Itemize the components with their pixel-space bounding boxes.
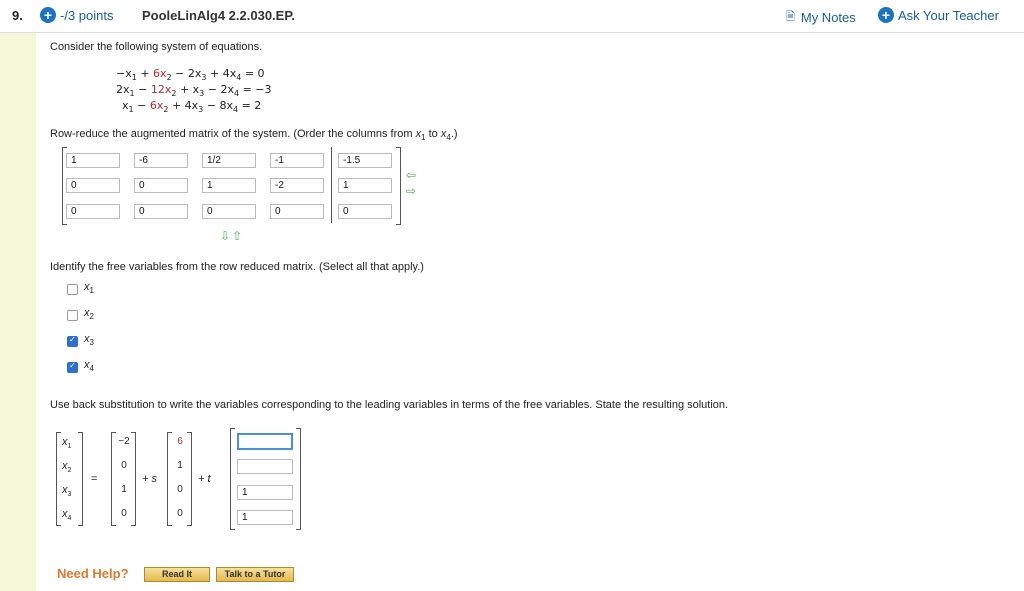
answer-input[interactable]: 1 xyxy=(237,485,293,500)
need-help-label: Need Help? xyxy=(57,566,129,581)
option-label: $x_1$ xyxy=(84,281,94,296)
s-vector-entry: 0 xyxy=(121,460,127,471)
ask-teacher-link[interactable] xyxy=(878,7,999,23)
question-body xyxy=(36,33,1024,591)
matrix-cell[interactable]: -1.5 xyxy=(338,153,392,168)
back-substitution-prompt: Use back substitution to write the variables corresponding to the leading variables in terms of the free variables. State the resulting solution. xyxy=(50,399,729,411)
checkbox-x1[interactable] xyxy=(67,284,78,295)
s-vector-entry: 1 xyxy=(121,484,127,495)
matrix-cell[interactable]: 1 xyxy=(338,178,392,193)
free-variables-prompt: Identify the free variables from the row reduced matrix. (Select all that apply.) xyxy=(50,261,424,273)
option-label: $x_4$ xyxy=(84,359,94,374)
vector-bracket xyxy=(230,428,235,530)
points-indicator[interactable] xyxy=(40,7,113,23)
prompt-text: Consider the following system of equations. xyxy=(50,41,263,53)
question-header xyxy=(0,0,1024,33)
notes-icon: 🗎 xyxy=(786,11,795,23)
checkbox-x2[interactable] xyxy=(67,310,78,321)
augment-divider xyxy=(331,147,332,223)
equals-sign: = xyxy=(91,473,98,485)
plus-s-label: + s xyxy=(142,473,157,485)
add-column-arrow-icon[interactable]: ⇨ xyxy=(406,184,417,198)
rowreduce-instructions: Row-reduce the augmented matrix of the system. (Order the columns from $x_1$ to $x_4$.) xyxy=(50,128,458,143)
matrix-cell[interactable]: 0 xyxy=(270,204,324,219)
t-vector-entry: 0 xyxy=(177,508,183,519)
answer-input[interactable]: 1 xyxy=(237,510,293,525)
t-vector-entry: 6 xyxy=(177,436,183,447)
option-label: $x_2$ xyxy=(84,307,94,322)
read-it-button[interactable]: Read It xyxy=(144,567,210,582)
var-x4: $x_4$ xyxy=(62,508,72,523)
matrix-cell[interactable]: 0 xyxy=(134,178,188,193)
var-x1: $x_1$ xyxy=(62,436,72,451)
talk-to-tutor-button[interactable]: Talk to a Tutor xyxy=(216,567,294,582)
option-label: $x_3$ xyxy=(84,333,94,348)
s-vector-entry: −2 xyxy=(118,436,130,447)
question-number: 9. xyxy=(12,8,23,23)
question-title: PooleLinAlg4 2.2.030.EP. xyxy=(142,8,295,23)
answer-input[interactable] xyxy=(237,459,293,474)
remove-column-arrow-icon[interactable]: ⇦ xyxy=(406,168,417,182)
ask-teacher-label[interactable]: Ask Your Teacher xyxy=(898,7,999,23)
remove-row-arrow-icon[interactable]: ⇧ xyxy=(232,229,243,243)
my-notes-label[interactable]: My Notes xyxy=(800,10,856,25)
plus-circle-icon: + xyxy=(40,7,56,23)
t-vector-entry: 0 xyxy=(177,484,183,495)
equation-row: $-x_1 + 6x_2 - 2x_3 + 4x_4 = 0$ xyxy=(116,67,265,83)
answer-input[interactable] xyxy=(237,433,293,450)
matrix-cell[interactable]: 0 xyxy=(338,204,392,219)
matrix-cell[interactable]: 1/2 xyxy=(202,153,256,168)
checkbox-x4[interactable] xyxy=(67,362,78,373)
vector-bracket xyxy=(78,432,83,526)
plus-circle-icon: + xyxy=(878,7,894,23)
matrix-cell[interactable]: 0 xyxy=(134,204,188,219)
matrix-cell[interactable]: -6 xyxy=(134,153,188,168)
matrix-cell[interactable]: 1 xyxy=(202,178,256,193)
matrix-cell[interactable]: 0 xyxy=(202,204,256,219)
my-notes-link[interactable] xyxy=(786,8,856,27)
points-label[interactable]: -/3 points xyxy=(60,7,114,23)
left-margin-bar xyxy=(0,33,36,591)
matrix-cell[interactable]: 0 xyxy=(66,178,120,193)
matrix-right-bracket xyxy=(396,147,401,225)
add-row-arrow-icon[interactable]: ⇩ xyxy=(220,229,231,243)
matrix-cell[interactable]: 0 xyxy=(66,204,120,219)
matrix-cell[interactable]: 1 xyxy=(66,153,120,168)
t-vector-entry: 1 xyxy=(177,460,183,471)
matrix-cell[interactable]: -2 xyxy=(270,178,324,193)
var-x3: $x_3$ xyxy=(62,484,72,499)
s-vector-entry: 0 xyxy=(121,508,127,519)
var-x2: $x_2$ xyxy=(62,460,72,475)
plus-t-label: + t xyxy=(198,473,211,485)
checkbox-x3[interactable] xyxy=(67,336,78,347)
vector-bracket xyxy=(56,432,61,526)
matrix-cell[interactable]: -1 xyxy=(270,153,324,168)
equation-row: $x_1 - 6x_2 + 4x_3 - 8x_4 = 2$ xyxy=(122,99,262,115)
equation-row: $2x_1 - 12x_2 + x_3 - 2x_4 = -3$ xyxy=(116,83,272,99)
vector-bracket xyxy=(296,428,301,530)
